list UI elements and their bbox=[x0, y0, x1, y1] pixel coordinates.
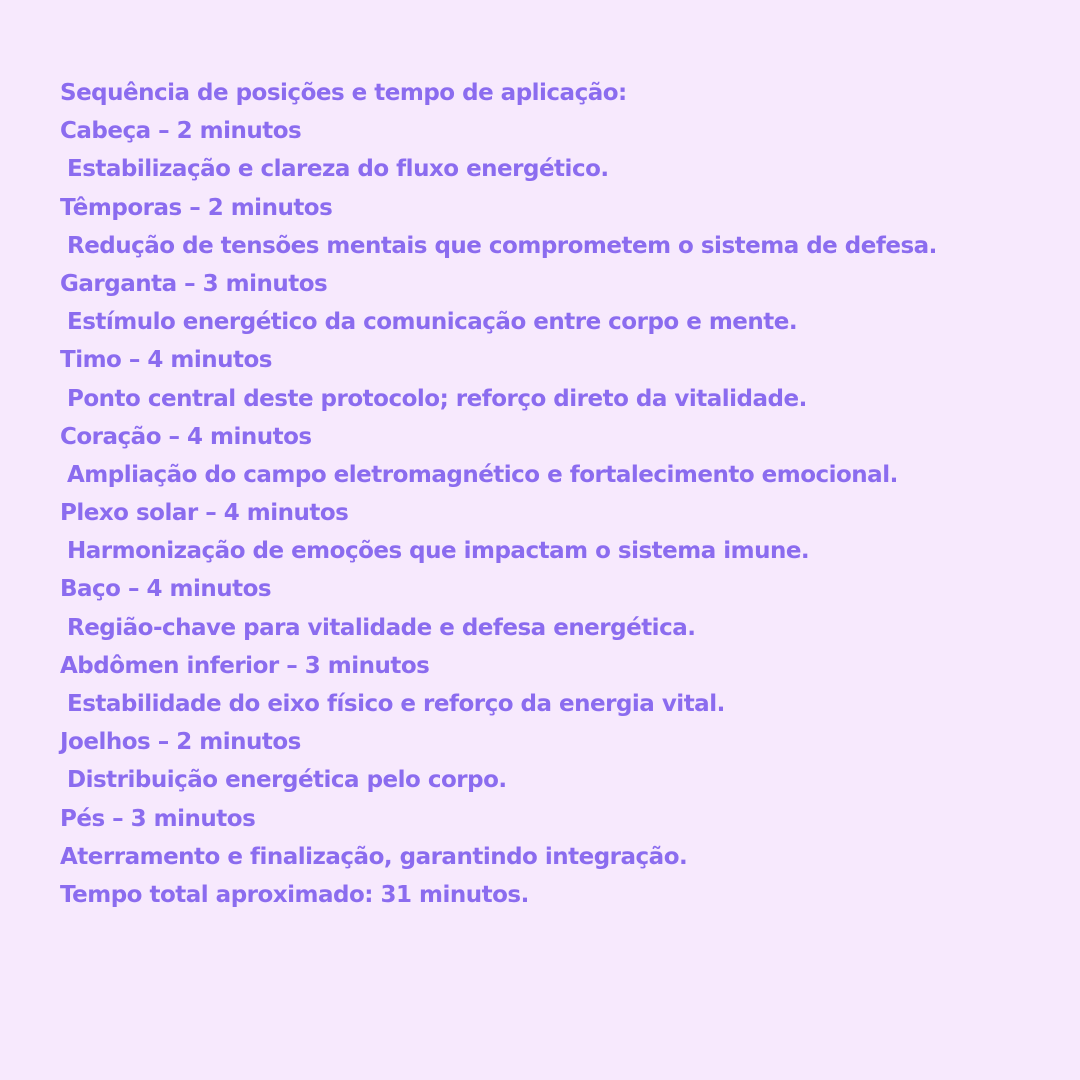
position-title-baco: Baço – 4 minutos bbox=[60, 576, 272, 603]
protocol-document bbox=[60, 74, 1050, 914]
position-description-joelhos: Distribuição energética pelo corpo. bbox=[67, 767, 507, 794]
position-title-temporas: Têmporas – 2 minutos bbox=[60, 194, 333, 221]
position-title-cabeca: Cabeça – 2 minutos bbox=[60, 118, 302, 145]
position-description-temporas: Redução de tensões mentais que comprometem o sistema de defesa. bbox=[67, 232, 937, 259]
position-description-plexo-solar: Harmonização de emoções que impactam o sistema imune. bbox=[67, 538, 810, 565]
position-description-abdomen-inferior: Estabilidade do eixo físico e reforço da energia vital. bbox=[67, 691, 725, 717]
position-description-coracao: Ampliação do campo eletromagnético e fortalecimento emocional. bbox=[67, 461, 898, 488]
position-description-baco: Região-chave para vitalidade e defesa energética. bbox=[67, 614, 696, 641]
position-description-pes: Aterramento e finalização, garantindo integração. bbox=[60, 843, 688, 870]
position-description-cabeca: Estabilização e clareza do fluxo energético. bbox=[67, 156, 609, 183]
position-title-joelhos: Joelhos – 2 minutos bbox=[60, 729, 301, 756]
position-title-timo: Timo – 4 minutos bbox=[60, 347, 272, 374]
heading: Sequência de posições e tempo de aplicação: bbox=[60, 80, 627, 106]
position-title-garganta: Garganta – 3 minutos bbox=[60, 270, 328, 297]
position-title-pes: Pés – 3 minutos bbox=[60, 805, 256, 832]
position-description-garganta: Estímulo energético da comunicação entre corpo e mente. bbox=[67, 309, 798, 336]
total-time: Tempo total aproximado: 31 minutos. bbox=[60, 881, 529, 908]
position-title-abdomen-inferior: Abdômen inferior – 3 minutos bbox=[60, 652, 430, 679]
position-description-timo: Ponto central deste protocolo; reforço direto da vitalidade. bbox=[67, 385, 807, 412]
position-title-coracao: Coração – 4 minutos bbox=[60, 423, 312, 450]
position-title-plexo-solar: Plexo solar – 4 minutos bbox=[60, 500, 349, 527]
